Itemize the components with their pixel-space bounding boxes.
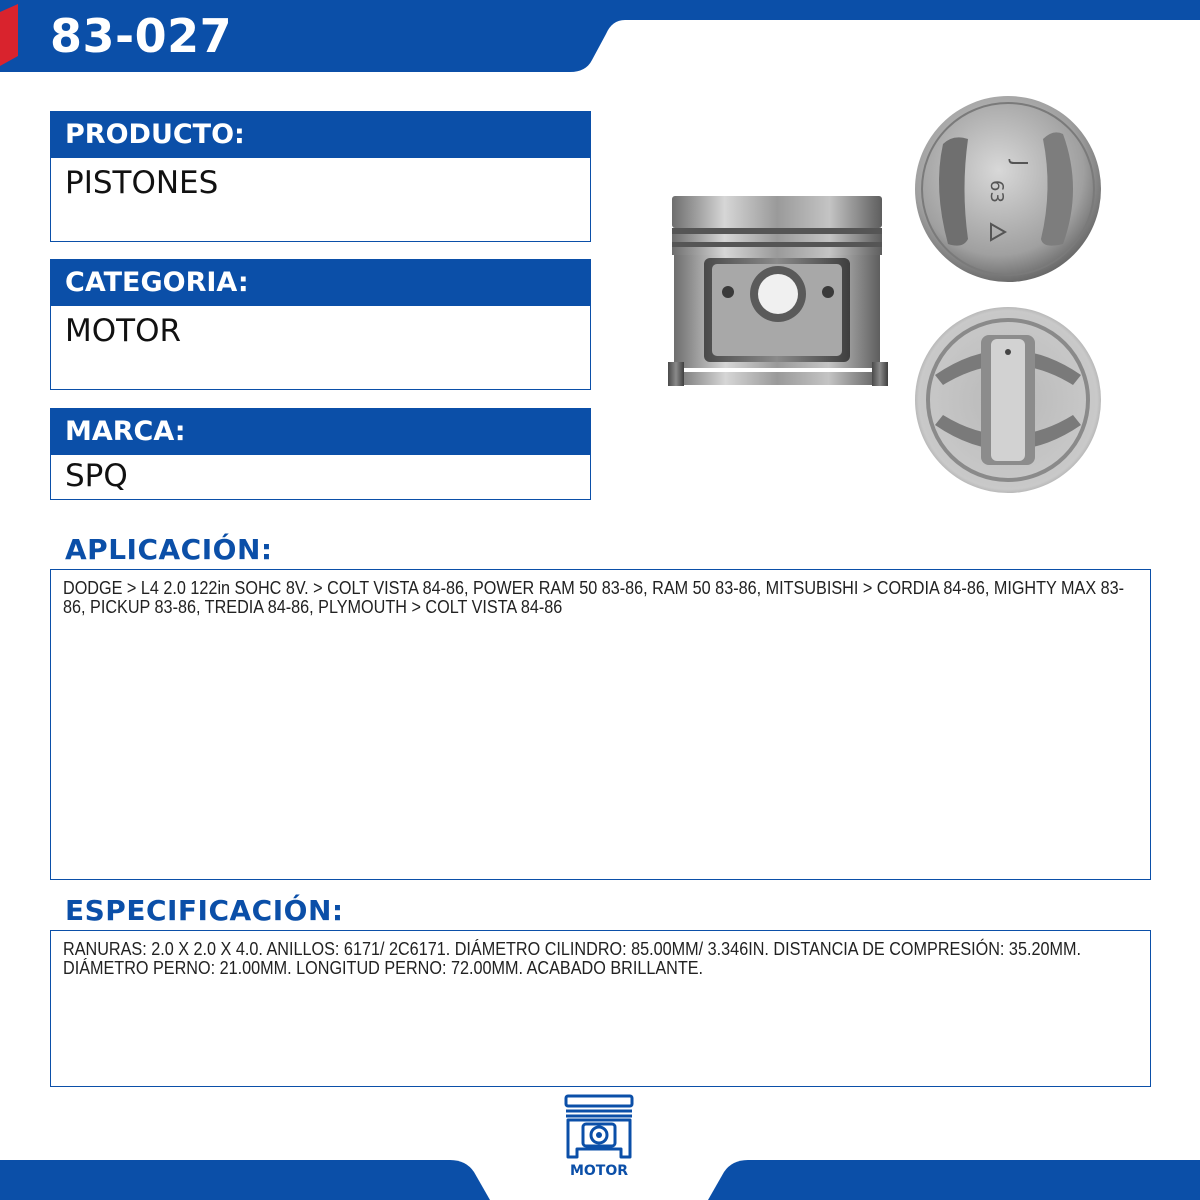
marca-label: MARCA:: [51, 409, 590, 455]
aplicacion-box: [50, 569, 1151, 880]
producto-value: PISTONES: [65, 165, 219, 201]
aplicacion-title: APLICACIÓN:: [65, 533, 273, 566]
categoria-label: CATEGORIA:: [51, 260, 590, 306]
piston-marking-number: 63: [986, 180, 1007, 203]
especificacion-title: ESPECIFICACIÓN:: [65, 894, 344, 927]
motor-label: MOTOR: [569, 1163, 629, 1179]
part-number: 83-027: [50, 9, 233, 63]
producto-label: PRODUCTO:: [51, 112, 590, 158]
categoria-field: [50, 259, 591, 390]
producto-field: [50, 111, 591, 242]
especificacion-box: [50, 930, 1151, 1087]
piston-marking-letter: J: [1008, 160, 1032, 166]
marca-value: SPQ: [65, 458, 128, 494]
motor-icon: [563, 1093, 635, 1161]
aplicacion-text: DODGE > L4 2.0 122in SOHC 8V. > COLT VISTA 84-86, POWER RAM 50 83-86, RAM 50 83-86, MITSUBISHI > CORDIA 84-86, MIGHTY MAX 83-86, PICKUP 83-86, TREDIA 84-86, PLYMOUTH > COLT VISTA 84-86: [63, 578, 1125, 617]
categoria-value: MOTOR: [65, 313, 182, 349]
especificacion-text: RANURAS: 2.0 X 2.0 X 4.0. ANILLOS: 6171/ 2C6171. DIÁMETRO CILINDRO: 85.00MM/ 3.346IN. DISTANCIA DE COMPRESIÓN: 35.20MM. DIÁMETRO PERNO: 21.00MM. LONGITUD PERNO: 72.00MM. ACABADO BRILLANTE.: [63, 939, 1081, 978]
piston-top-photo: [913, 94, 1103, 284]
piston-side-photo: [668, 190, 888, 390]
marca-field: [50, 408, 591, 500]
piston-bottom-photo: [913, 305, 1103, 495]
